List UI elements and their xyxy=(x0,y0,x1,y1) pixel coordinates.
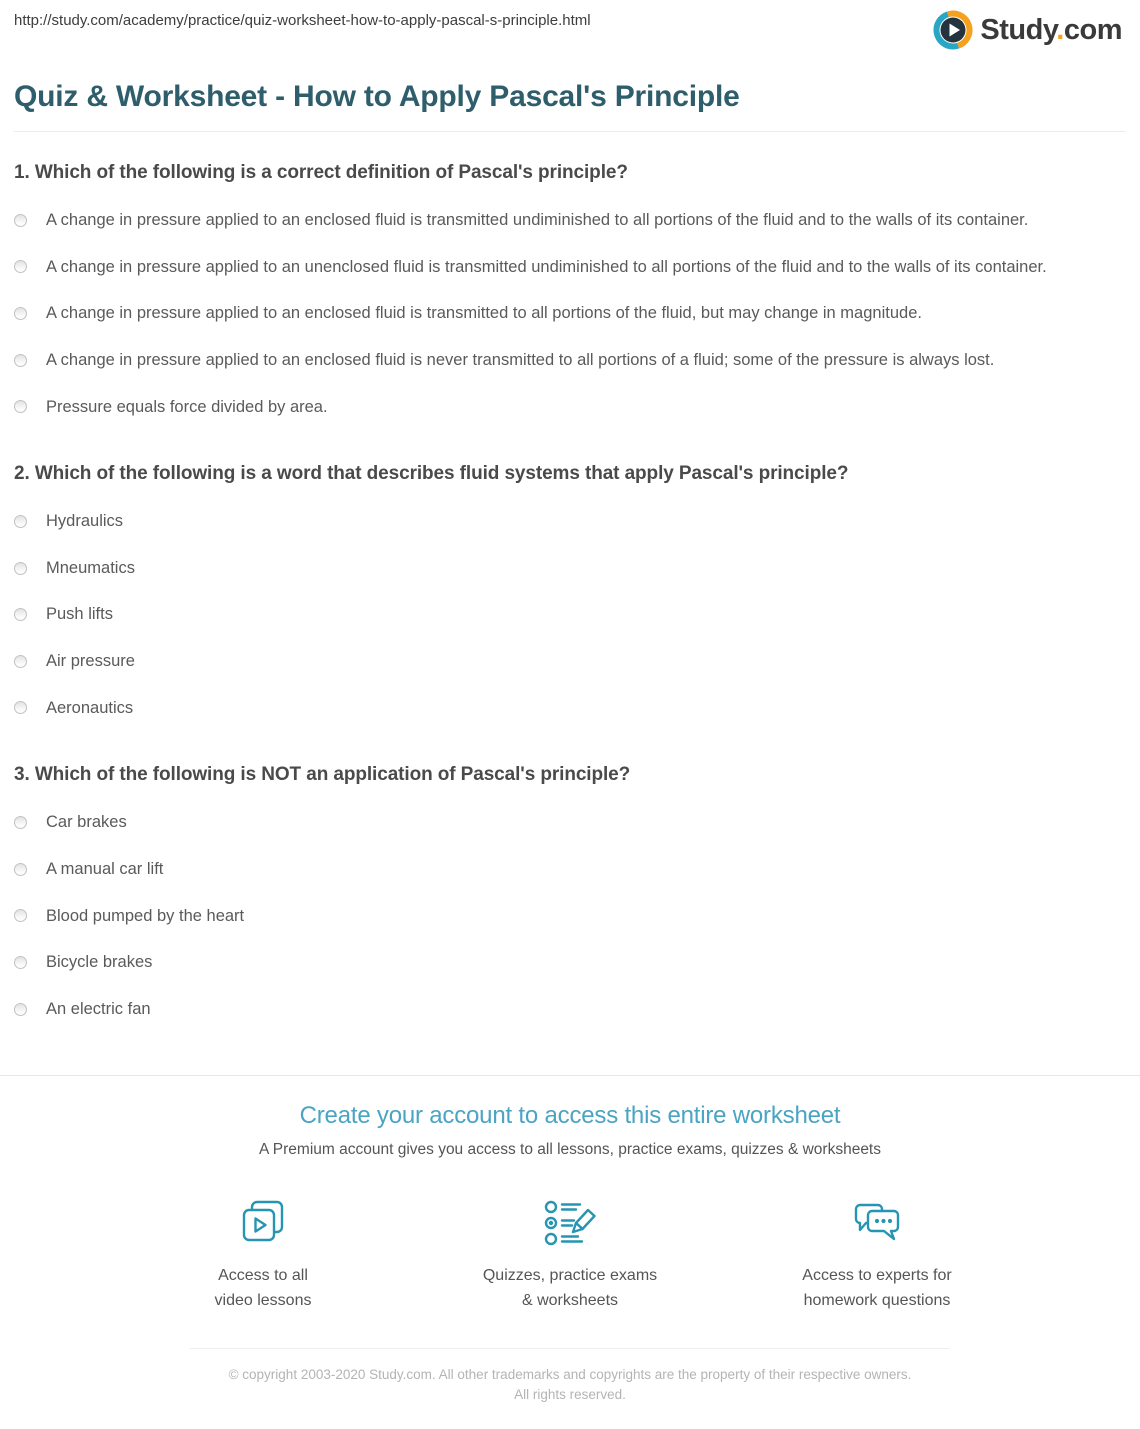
page-title: Quiz & Worksheet - How to Apply Pascal's Principle xyxy=(14,80,740,113)
answer-option[interactable] xyxy=(14,210,1126,231)
video-lessons-icon xyxy=(236,1197,290,1251)
radio-button-icon[interactable] xyxy=(14,655,27,668)
answer-option[interactable] xyxy=(14,859,1126,880)
answer-option-label: A change in pressure applied to an unenclosed fluid is transmitted undiminished to all portions of the fluid and to the walls of its container. xyxy=(46,257,1047,276)
answer-option-label: Air pressure xyxy=(46,652,135,670)
answer-option-label: Car brakes xyxy=(46,813,127,832)
feature-quizzes-worksheets xyxy=(463,1197,678,1314)
radio-button-icon[interactable] xyxy=(14,260,27,273)
answer-option-label: A change in pressure applied to an enclosed fluid is transmitted to all portions of the fluid, but may change in magnitude. xyxy=(46,304,922,323)
radio-button-icon[interactable] xyxy=(14,515,27,528)
feature-video-lessons xyxy=(156,1197,371,1314)
answer-option-label: Blood pumped by the heart xyxy=(46,906,245,925)
answer-option[interactable] xyxy=(14,812,1126,833)
copyright-text: © copyright 2003-2020 Study.com. All other trademarks and copyrights are the property of their respective owners. All rights reserved. xyxy=(228,1366,912,1403)
question-2 xyxy=(14,463,1126,718)
answer-option-label: Aeronautics xyxy=(46,698,134,717)
answer-option[interactable] xyxy=(14,558,1126,579)
radio-button-icon[interactable] xyxy=(14,608,27,621)
radio-button-icon[interactable] xyxy=(14,354,27,367)
cta-subtitle: A Premium account gives you access to all lessons, practice exams, quizzes & worksheets xyxy=(259,1141,881,1159)
answer-option[interactable] xyxy=(14,999,1126,1020)
radio-button-icon[interactable] xyxy=(14,816,27,829)
radio-button-icon[interactable] xyxy=(14,214,27,227)
answer-option[interactable] xyxy=(14,651,1126,672)
radio-button-icon[interactable] xyxy=(14,956,27,969)
cta-section xyxy=(0,1075,1140,1314)
radio-button-icon[interactable] xyxy=(14,701,27,714)
radio-button-icon[interactable] xyxy=(14,909,27,922)
radio-button-icon[interactable] xyxy=(14,307,27,320)
radio-button-icon[interactable] xyxy=(14,1003,27,1016)
answer-option[interactable] xyxy=(14,257,1126,278)
quizzes-worksheets-icon xyxy=(541,1197,599,1251)
title-divider xyxy=(14,131,1126,132)
answer-option-label: A change in pressure applied to an enclosed fluid is transmitted undiminished to all portions of the fluid and to the walls of its container. xyxy=(46,211,1029,229)
feature-label: Quizzes, practice exams & worksheets xyxy=(482,1267,658,1310)
answer-option-label: Hydraulics xyxy=(46,512,124,531)
answer-option-label: A change in pressure applied to an enclosed fluid is never transmitted to all portions of a fluid; some of the pressure is always lost. xyxy=(46,350,995,369)
footer xyxy=(190,1348,950,1429)
features-row xyxy=(0,1197,1140,1314)
studycom-logo-text: Study.com xyxy=(980,13,1122,46)
page-url: http://study.com/academy/practice/quiz-worksheet-how-to-apply-pascal-s-principle.html xyxy=(14,12,591,29)
radio-button-icon[interactable] xyxy=(14,562,27,575)
question-heading: 2. Which of the following is a word that describes fluid systems that apply Pascal's principle? xyxy=(14,463,849,485)
answer-option[interactable] xyxy=(14,303,1126,324)
studycom-logo-icon xyxy=(933,10,973,50)
question-3 xyxy=(14,764,1126,1019)
answer-option-label: Pressure equals force divided by area. xyxy=(46,397,328,416)
expert-chat-icon xyxy=(850,1197,904,1251)
feature-label: Access to all video lessons xyxy=(214,1267,312,1310)
question-heading: 1. Which of the following is a correct definition of Pascal's principle? xyxy=(14,162,628,183)
questions-list xyxy=(0,162,1140,1019)
radio-button-icon[interactable] xyxy=(14,863,27,876)
answer-option[interactable] xyxy=(14,350,1126,371)
radio-button-icon[interactable] xyxy=(14,400,27,413)
cta-title: Create your account to access this entire worksheet xyxy=(299,1102,841,1130)
answer-option-label: Bicycle brakes xyxy=(46,953,153,972)
answer-option[interactable] xyxy=(14,511,1126,532)
answer-option-label: Push lifts xyxy=(46,605,113,624)
answer-option-label: A manual car lift xyxy=(46,859,164,878)
feature-label: Access to experts for homework questions xyxy=(802,1267,952,1310)
answer-option[interactable] xyxy=(14,906,1126,927)
answer-option[interactable] xyxy=(14,698,1126,719)
answer-option-label: Mneumatics xyxy=(46,558,135,577)
studycom-logo[interactable] xyxy=(933,10,1122,50)
answer-option[interactable] xyxy=(14,604,1126,625)
page-header xyxy=(0,0,1140,50)
answer-option[interactable] xyxy=(14,952,1126,973)
question-1 xyxy=(14,162,1126,417)
feature-expert-chat xyxy=(770,1197,985,1314)
answer-option[interactable] xyxy=(14,397,1126,418)
answer-option-label: An electric fan xyxy=(46,999,151,1018)
question-heading: 3. Which of the following is NOT an application of Pascal's principle? xyxy=(14,764,631,786)
